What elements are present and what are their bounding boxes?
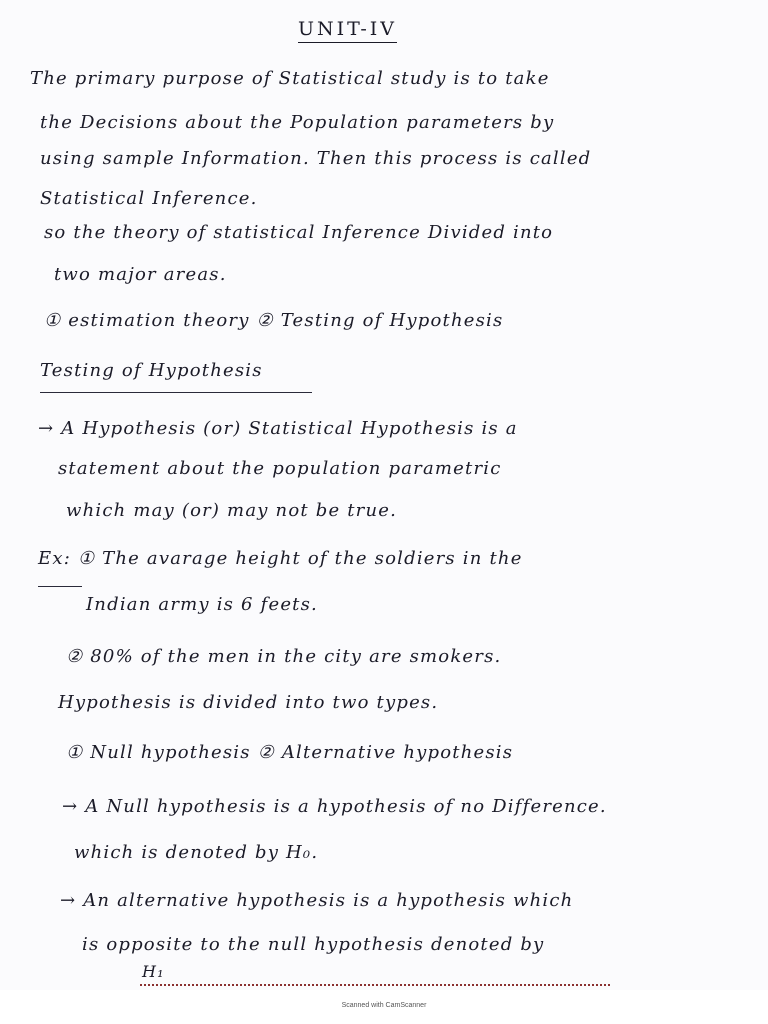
text-line: so the theory of statistical Inference Divided into	[44, 222, 554, 243]
text-line: ① Null hypothesis ② Alternative hypothesis	[66, 742, 514, 763]
text-line: is opposite to the null hypothesis denoted by	[82, 934, 545, 955]
text-line: → A Null hypothesis is a hypothesis of no Difference.	[62, 796, 607, 817]
text-line: ① estimation theory ② Testing of Hypothesis	[44, 310, 504, 331]
text-line: H₁	[142, 962, 165, 981]
text-line: Hypothesis is divided into two types.	[58, 692, 439, 713]
unit-heading: UNIT-IV	[298, 18, 397, 43]
text-line: Statistical Inference.	[40, 188, 258, 209]
text-line: Ex: ① The avarage height of the soldiers in the	[38, 548, 523, 569]
text-line: statement about the population parametric	[58, 458, 502, 479]
section-underline	[40, 392, 312, 393]
text-line: The primary purpose of Statistical study is to take	[30, 68, 550, 89]
text-line: the Decisions about the Population parameters by	[40, 112, 555, 133]
section-heading: Testing of Hypothesis	[40, 360, 263, 381]
text-line: two major areas.	[54, 264, 227, 285]
text-line: which is denoted by H₀.	[74, 842, 319, 863]
text-line: → An alternative hypothesis is a hypothesis which	[60, 890, 574, 911]
text-line: ② 80% of the men in the city are smokers.	[66, 646, 502, 667]
text-line: which may (or) may not be true.	[66, 500, 398, 521]
example-underline	[38, 586, 82, 587]
text-line: using sample Information. Then this process is called	[40, 148, 592, 169]
scan-footer: Scanned with CamScanner	[341, 1002, 427, 1009]
text-line: → A Hypothesis (or) Statistical Hypothesis is a	[38, 418, 518, 439]
text-line: Indian army is 6 feets.	[86, 594, 318, 615]
bottom-rule	[140, 984, 610, 986]
